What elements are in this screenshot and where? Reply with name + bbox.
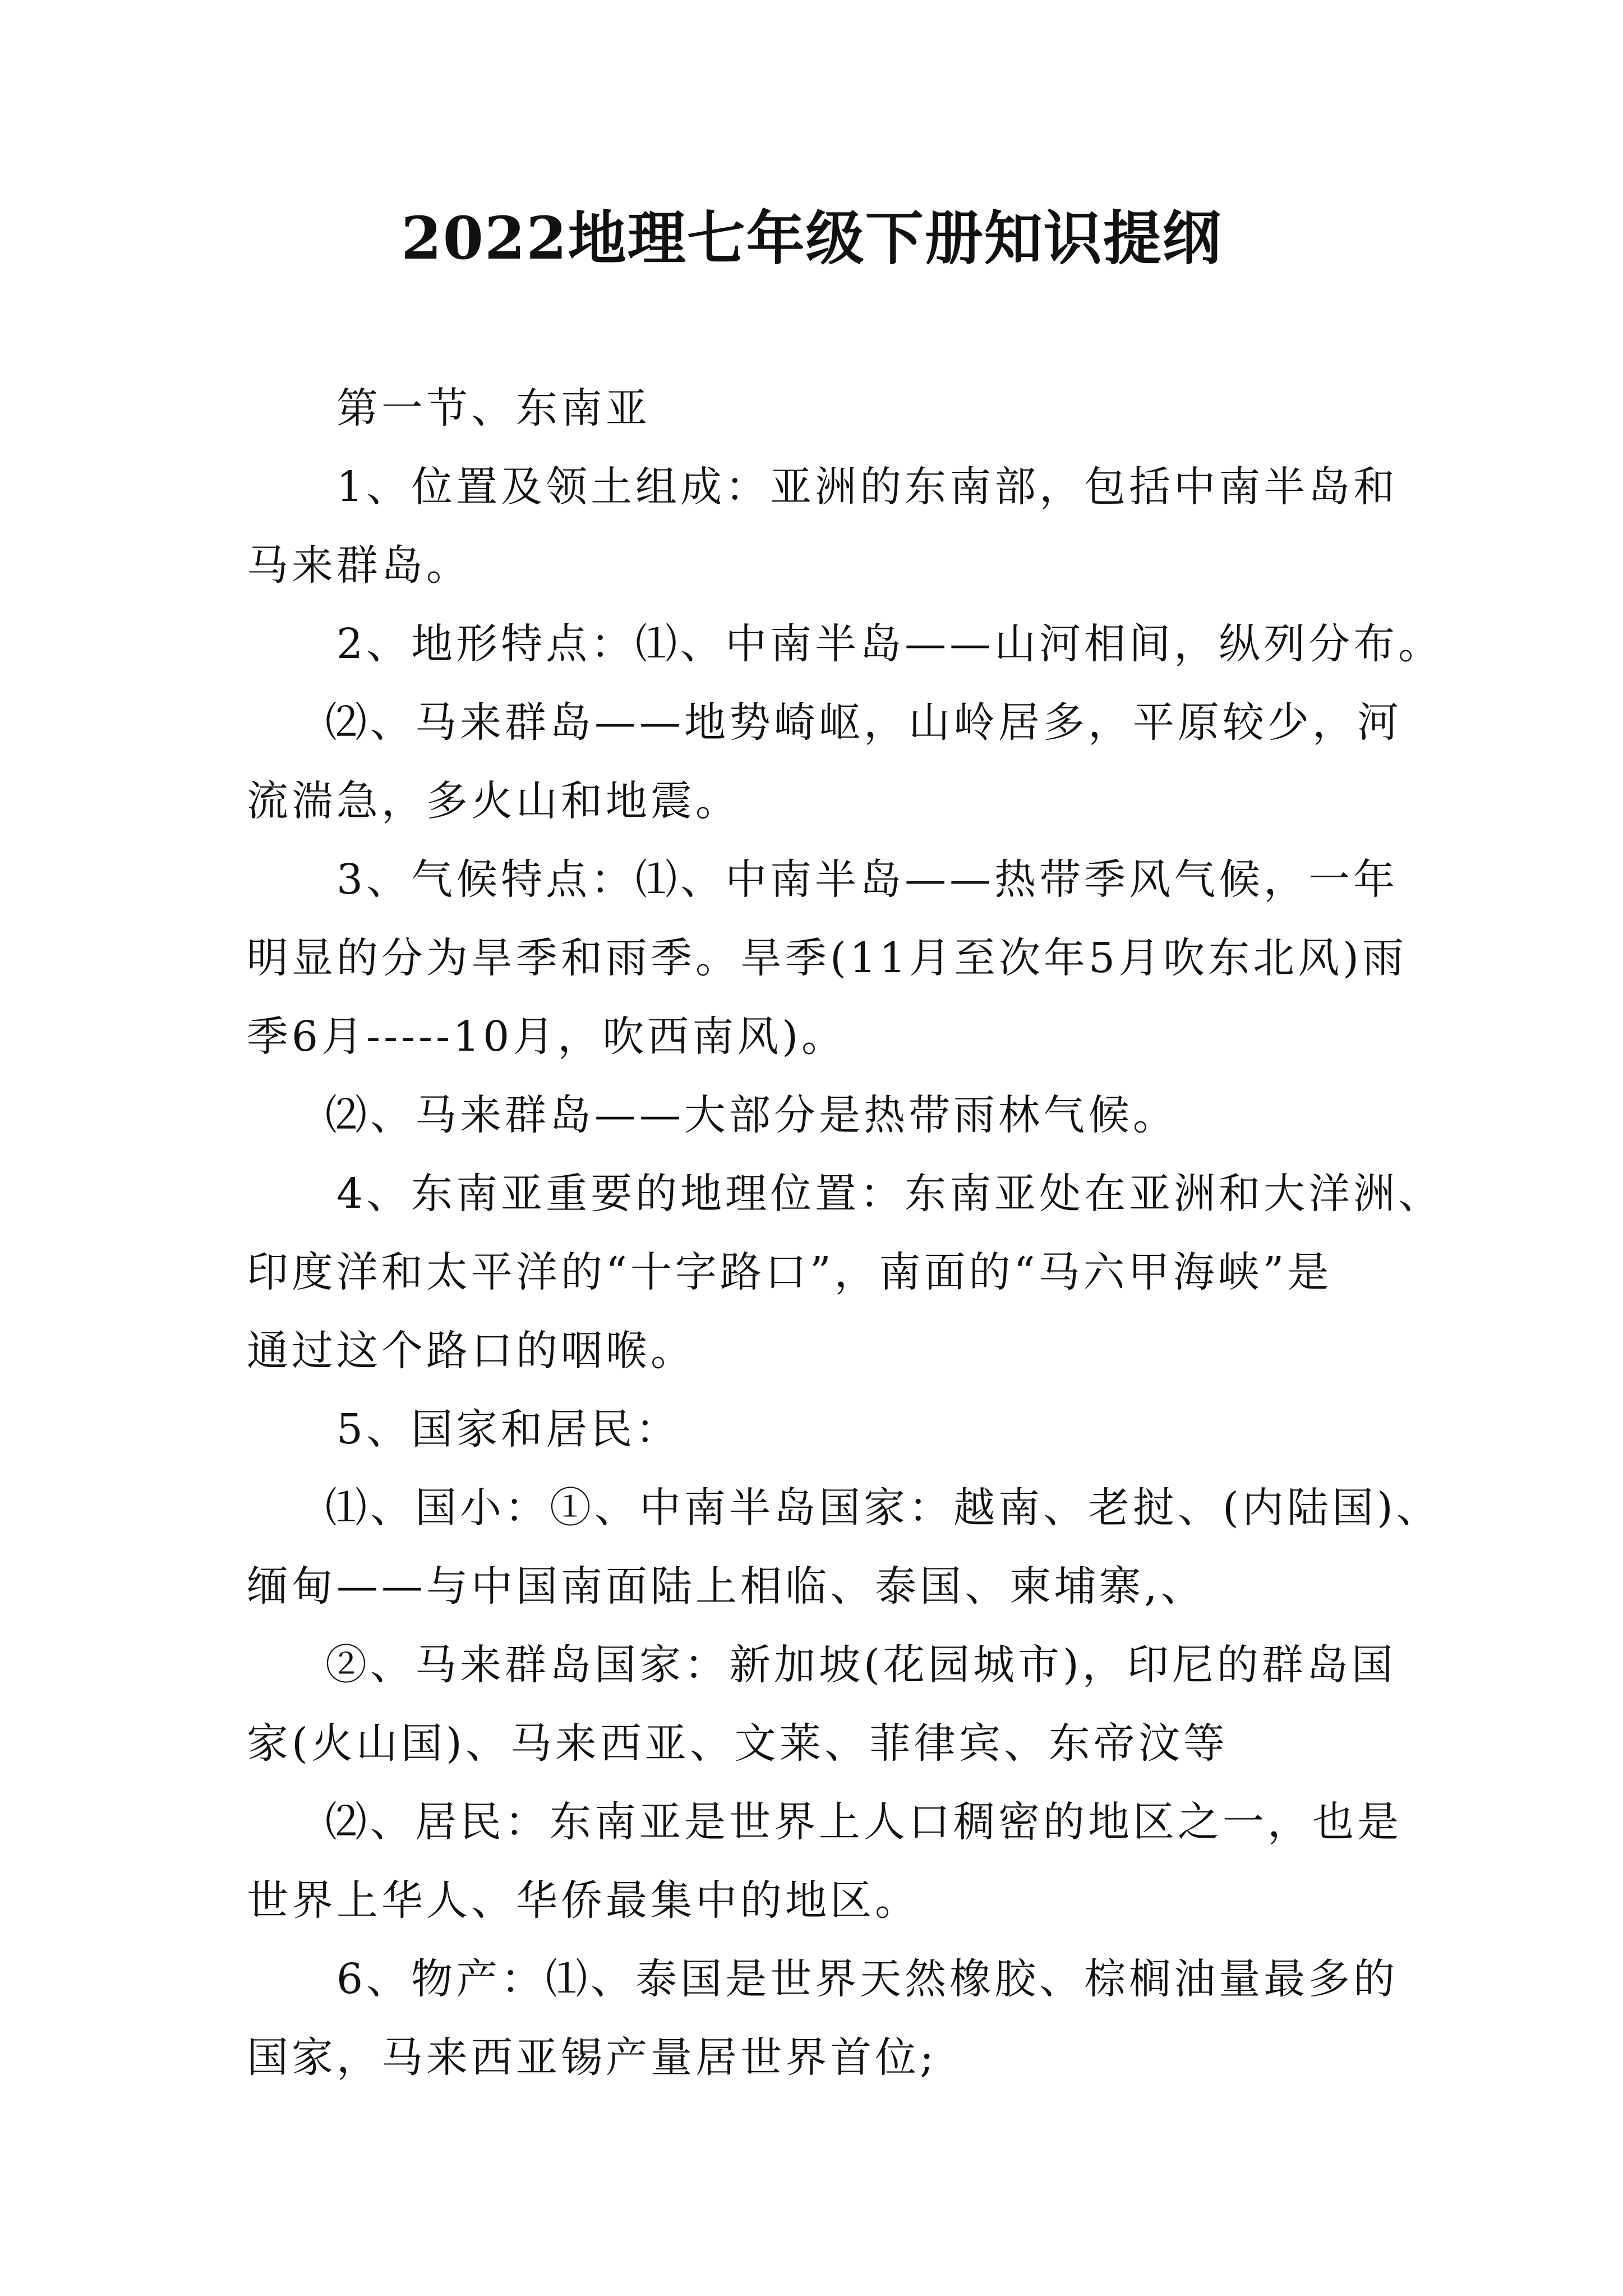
paragraph-line: 3、气候特点：⑴、中南半岛——热带季风气候，一年 bbox=[336, 855, 1399, 904]
paragraph-line: 家(火山国)、马来西亚、文莱、菲律宾、东帝汶等 bbox=[247, 1719, 1228, 1768]
paragraph-5 bbox=[247, 840, 1419, 1076]
paragraph-line: 印度洋和太平洋的“十字路口”，南面的“马六甲海峡”是 bbox=[247, 1248, 1332, 1296]
paragraph-10 bbox=[247, 1626, 1419, 1783]
paragraph-line: ⑵、居民：东南亚是世界上人口稠密的地区之一，也是 bbox=[325, 1798, 1402, 1846]
document-body bbox=[247, 369, 1444, 2097]
paragraph-line: ②、马来群岛国家：新加坡(花园城市)，印尼的群岛国 bbox=[325, 1641, 1396, 1689]
paragraph-line: 通过这个路口的咽喉。 bbox=[247, 1327, 695, 1375]
paragraph-line: 季6月-----10月，吹西南风)。 bbox=[247, 1013, 847, 1061]
paragraph-line: 1、位置及领土组成：亚洲的东南部，包括中南半岛和 bbox=[336, 463, 1399, 511]
paragraph-line: 马来群岛。 bbox=[247, 541, 471, 590]
paragraph-line: 4、东南亚重要的地理位置：东南亚处在亚洲和大洋洲、 bbox=[336, 1170, 1444, 1218]
paragraph-line: 缅甸——与中国南面陆上相临、泰国、柬埔寨,、 bbox=[247, 1562, 1206, 1611]
paragraph-line: 流湍急，多火山和地震。 bbox=[247, 777, 740, 825]
paragraph-8 bbox=[247, 1390, 1419, 1469]
paragraph-line: ⑵、马来群岛——大部分是热带雨林气候。 bbox=[325, 1091, 1178, 1139]
paragraph-2 bbox=[247, 448, 1419, 605]
paragraph-12 bbox=[247, 1940, 1419, 2097]
paragraph-line: 6、物产：⑴、泰国是世界天然橡胶、棕榈油量最多的 bbox=[336, 1955, 1399, 2003]
paragraph-line: 5、国家和居民： bbox=[336, 1405, 681, 1453]
paragraph-7 bbox=[247, 1154, 1444, 1390]
paragraph-line: 第一节、东南亚 bbox=[336, 384, 651, 432]
paragraph-3 bbox=[247, 605, 1444, 683]
paragraph-11 bbox=[247, 1783, 1419, 1940]
paragraph-line: 国家，马来西亚锡产量居世界首位; bbox=[247, 2033, 937, 2082]
paragraph-4 bbox=[247, 683, 1419, 840]
paragraph-line: 世界上华人、华侨最集中的地区。 bbox=[247, 1876, 920, 1925]
paragraph-1 bbox=[247, 369, 1419, 448]
paragraph-6 bbox=[247, 1076, 1419, 1154]
document-title: 2022地理七年级下册知识提纲 bbox=[401, 204, 1222, 273]
paragraph-9 bbox=[247, 1469, 1441, 1626]
paragraph-line: 明显的分为旱季和雨季。旱季(11月至次年5月吹东北风)雨 bbox=[247, 934, 1407, 982]
paragraph-line: ⑴、国小：①、中南半岛国家：越南、老挝、(内陆国)、 bbox=[325, 1484, 1441, 1532]
paragraph-line: ⑵、马来群岛——地势崎岖，山岭居多，平原较少，河 bbox=[325, 698, 1402, 747]
paragraph-line: 2、地形特点：⑴、中南半岛——山河相间，纵列分布。 bbox=[336, 620, 1444, 668]
